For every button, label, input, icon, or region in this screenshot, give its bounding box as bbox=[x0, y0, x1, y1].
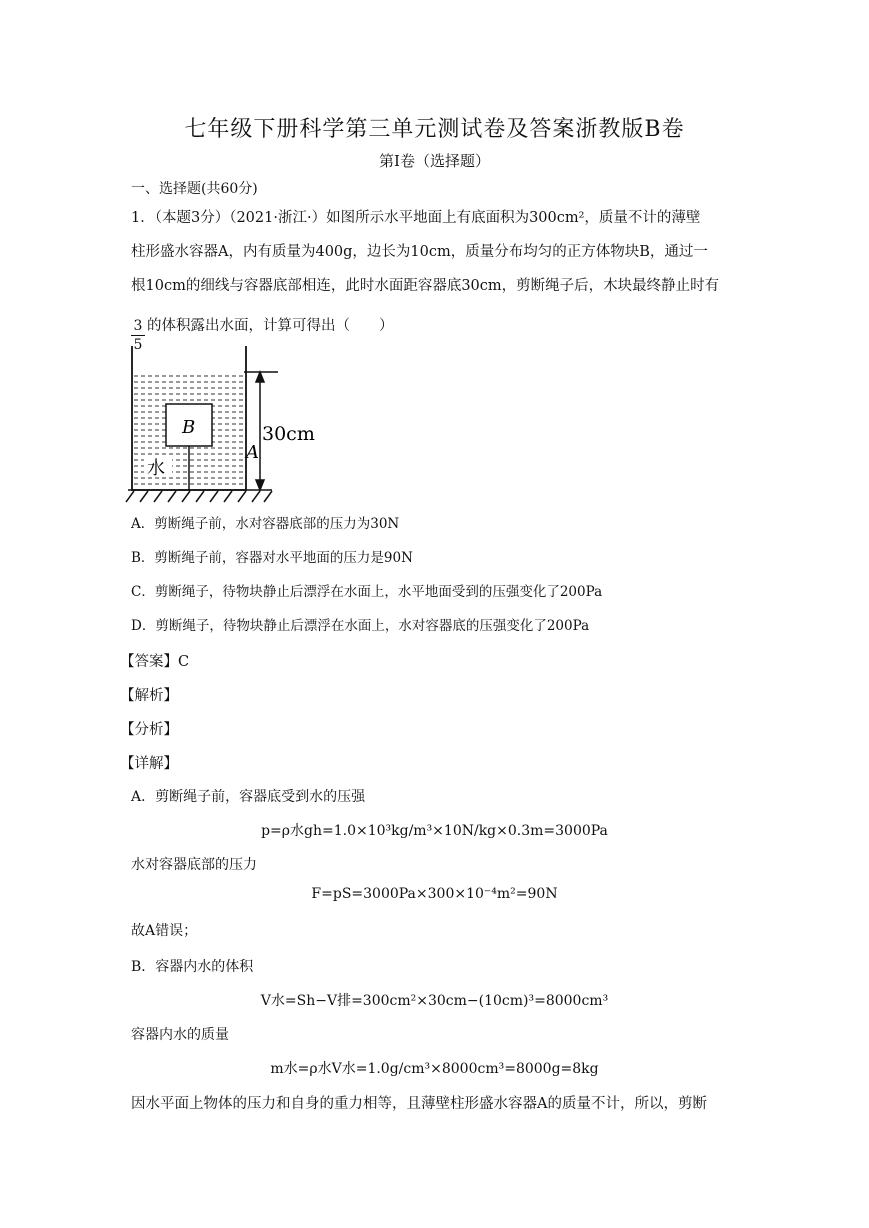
water-label: 水 bbox=[147, 458, 165, 479]
solution-a-force: 水对容器底部的压力 bbox=[131, 857, 257, 873]
solution-b-mass: 容器内水的质量 bbox=[131, 1027, 229, 1043]
formula-mass: m水=ρ水V水=1.0g/cm³×8000cm³=8000g=8kg bbox=[270, 1061, 599, 1077]
formula-pressure: p=ρ水gh=1.0×10³kg/m³×10N/kg×0.3m=3000Pa bbox=[261, 823, 608, 839]
formula-force: F=pS=3000Pa×300×10⁻⁴m²=90N bbox=[311, 886, 558, 902]
question-line-4: 的体积露出水面，计算可得出（ ） bbox=[147, 318, 394, 334]
solution-a-conclusion: 故A错误； bbox=[131, 923, 198, 939]
detail-label: 【详解】 bbox=[120, 756, 178, 772]
solution-b-intro: B．容器内水的体积 bbox=[131, 959, 254, 975]
answer-label: 【答案】C bbox=[120, 654, 190, 670]
fenxi-label: 【分析】 bbox=[120, 722, 178, 738]
container-label: A bbox=[246, 442, 259, 463]
option-d: D．剪断绳子，待物块静止后漂浮在水面上，水对容器底的压强变化了200Pa bbox=[131, 618, 590, 634]
option-a: A．剪断绳子前，水对容器底部的压力为30N bbox=[131, 516, 400, 532]
formula-volume: V水=Sh−V排=300cm²×30cm−(10cm)³=8000cm³ bbox=[260, 993, 609, 1009]
question-line-1: 1．（本题3分）（2021·浙江·）如图所示水平地面上有底面积为300cm²，质量不计的薄壁 bbox=[131, 210, 701, 226]
solution-a-intro: A．剪断绳子前，容器底受到水的压强 bbox=[131, 789, 366, 805]
analysis-label: 【解析】 bbox=[120, 688, 178, 704]
question-line-2: 柱形盛水容器A，内有质量为400g，边长为10cm，质量分布均匀的正方体物块B，通过一 bbox=[131, 244, 708, 260]
block-b-label: B bbox=[182, 417, 196, 438]
container-diagram bbox=[126, 344, 315, 508]
option-c: C．剪断绳子，待物块静止后漂浮在水面上，水平地面受到的压强变化了200Pa bbox=[131, 584, 603, 600]
fraction-numerator: 3 bbox=[133, 318, 143, 334]
fraction-bar bbox=[131, 335, 145, 336]
section-subtitle: 第Ⅰ卷（选择题） bbox=[379, 152, 490, 170]
question-line-3: 根10cm的细线与容器底部相连，此时水面距容器底30cm，剪断绳子后，木块最终静止时有 bbox=[131, 278, 720, 294]
section-heading: 一、选择题(共60分) bbox=[131, 181, 258, 197]
height-label: 30cm bbox=[262, 423, 315, 445]
solution-last-line: 因水平面上物体的压力和自身的重力相等，且薄壁柱形盛水容器A的质量不计，所以，剪断 bbox=[131, 1096, 707, 1112]
option-b: B．剪断绳子前，容器对水平地面的压力是90N bbox=[131, 550, 413, 566]
document-title: 七年级下册科学第三单元测试卷及答案浙教版B卷 bbox=[184, 117, 685, 142]
ground bbox=[126, 490, 272, 502]
fraction-denominator: 5 bbox=[133, 337, 143, 353]
